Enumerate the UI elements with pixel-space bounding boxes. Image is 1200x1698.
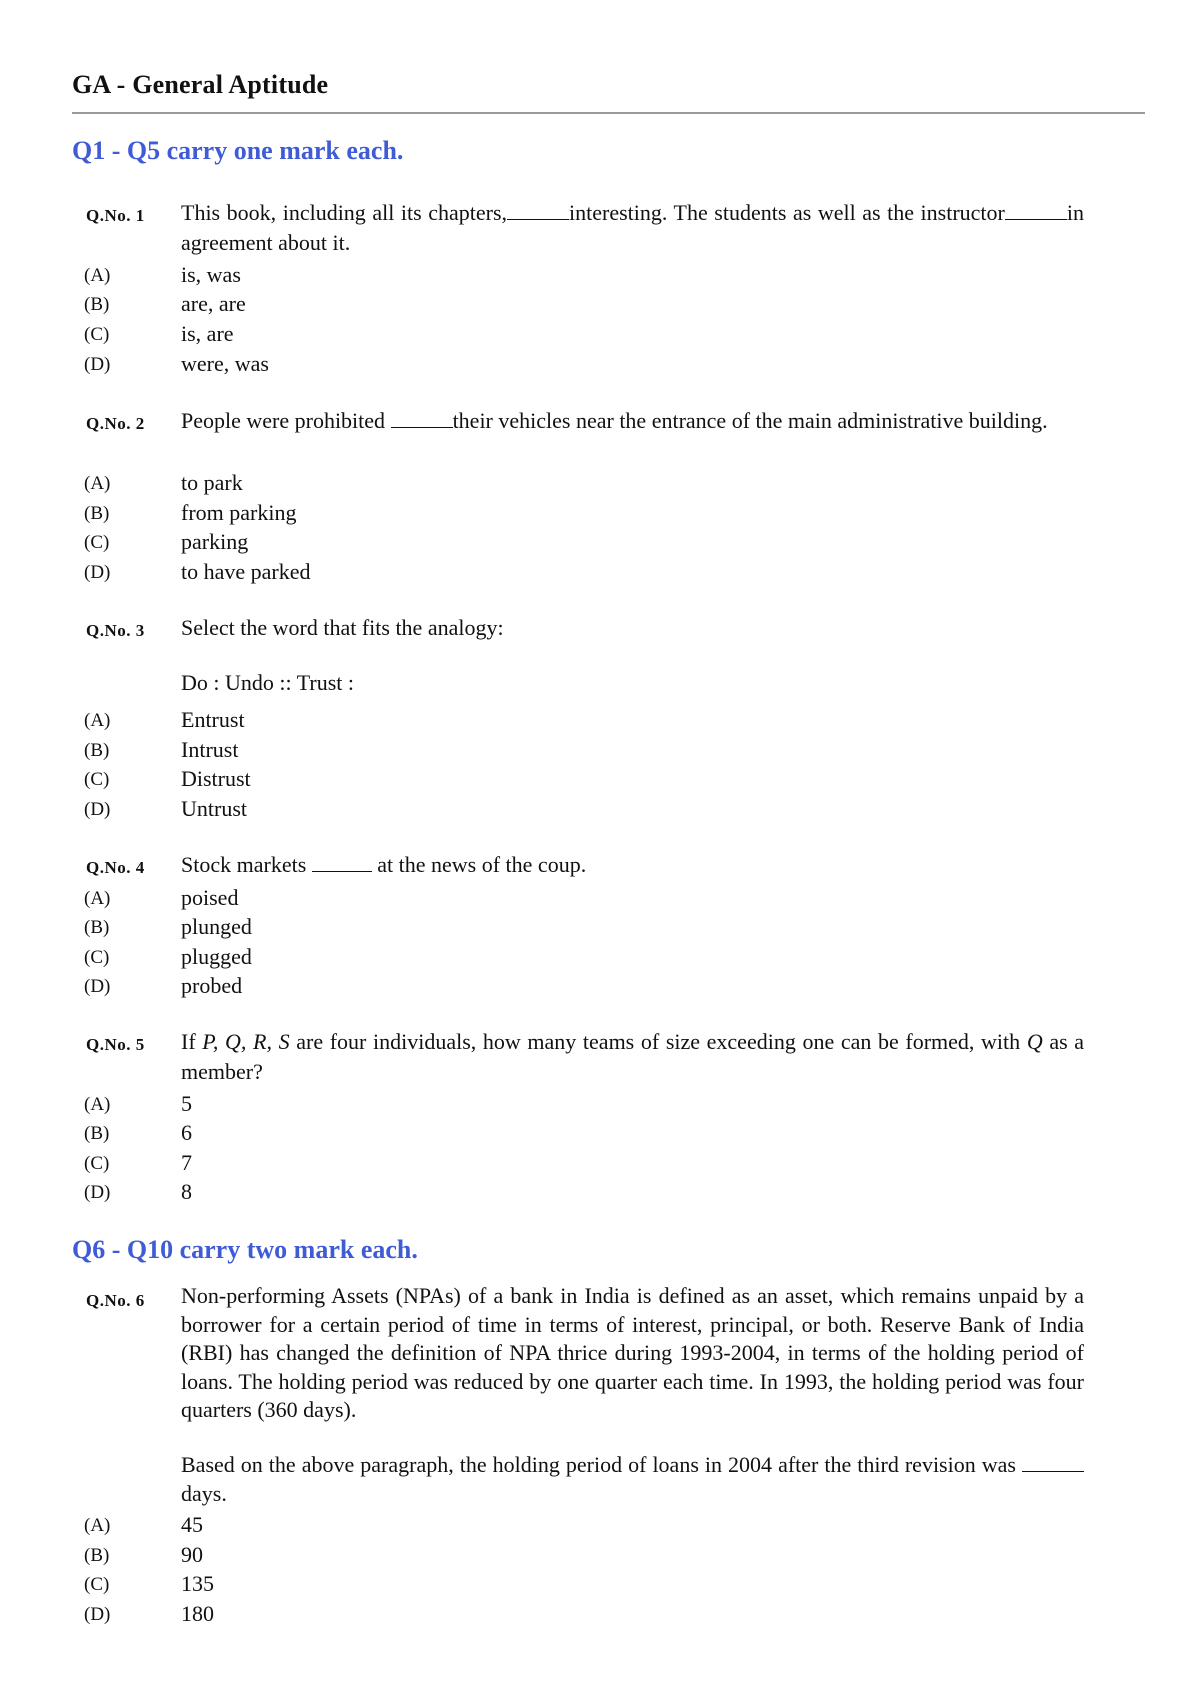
header-divider <box>72 112 1145 114</box>
option-text: plugged <box>181 944 252 969</box>
option-text: 45 <box>181 1512 203 1537</box>
question-text-part: Based on the above paragraph, the holding period of loans in 2004 after the third revision was <box>181 1452 1016 1477</box>
option-text: is, was <box>181 262 241 287</box>
option-label: (A) <box>84 1094 111 1115</box>
option-label: (C) <box>84 324 110 345</box>
option-text: 8 <box>181 1179 192 1204</box>
question-6-text <box>181 1451 1084 1508</box>
option-label: (B) <box>84 917 110 938</box>
option-text: poised <box>181 885 239 910</box>
option-text: Distrust <box>181 766 251 791</box>
option-label: (B) <box>84 503 110 524</box>
answer-blank <box>312 853 372 872</box>
question-number: Q.No. 5 <box>86 1035 145 1054</box>
option-label: (B) <box>84 1123 110 1144</box>
option-text: Entrust <box>181 707 245 732</box>
option-label: (A) <box>84 710 111 731</box>
question-text-part: at the news of the coup. <box>377 852 587 877</box>
option-text: are, are <box>181 291 246 316</box>
option-label: (D) <box>84 799 111 820</box>
option-label: (D) <box>84 976 111 997</box>
question-text-part: days. <box>181 1480 227 1506</box>
option-text: 135 <box>181 1571 214 1596</box>
question-6-paragraph: Non-performing Assets (NPAs) of a bank in India is defined as an asset, which remains unpaid by a borrower for a certain period of time in terms of interest, principal, or both. Reserve Bank of India (RBI) has changed the definition of NPA thrice during 1993-2004, in terms of the holding period of loans. The holding period was reduced by one quarter each time. In 1993, the holding period was four quarters (360 days). <box>181 1283 1084 1422</box>
answer-blank <box>391 409 453 428</box>
option-text: Intrust <box>181 737 239 762</box>
question-text-part: Stock markets <box>181 852 307 877</box>
question-2-text <box>181 406 1084 436</box>
question-text-part: interesting. The students as well as the instructor <box>569 200 1005 225</box>
option-label: (D) <box>84 562 111 583</box>
option-label: (C) <box>84 1574 110 1595</box>
analogy-text: Do : Undo :: Trust : <box>181 670 354 695</box>
question-text-part: This book, including all its chapters, <box>181 200 508 225</box>
question-number: Q.No. 4 <box>86 858 145 877</box>
question-number: Q.No. 3 <box>86 621 145 640</box>
option-text: were, was <box>181 351 269 376</box>
option-label: (B) <box>84 294 110 315</box>
option-label: (C) <box>84 532 110 553</box>
option-text: 7 <box>181 1150 192 1175</box>
question-number: Q.No. 6 <box>86 1291 145 1310</box>
option-text: 180 <box>181 1601 214 1626</box>
option-label: (D) <box>84 1182 111 1203</box>
question-4-text <box>181 850 1084 880</box>
option-label: (A) <box>84 888 111 909</box>
question-number: Q.No. 1 <box>86 206 145 225</box>
option-label: (B) <box>84 740 110 761</box>
option-text: 90 <box>181 1542 203 1567</box>
section-heading-one-mark: Q1 - Q5 carry one mark each. <box>72 136 404 165</box>
option-text: to have parked <box>181 559 311 584</box>
option-label: (D) <box>84 354 111 375</box>
section-heading-two-mark: Q6 - Q10 carry two mark each. <box>72 1235 418 1264</box>
question-number: Q.No. 2 <box>86 414 145 433</box>
option-label: (D) <box>84 1604 111 1625</box>
question-text-part: People were prohibited <box>181 408 386 433</box>
option-text: Untrust <box>181 796 247 821</box>
option-label: (A) <box>84 1515 111 1536</box>
option-label: (A) <box>84 473 111 494</box>
option-text: to park <box>181 470 243 495</box>
option-label: (C) <box>84 947 110 968</box>
option-text: 6 <box>181 1120 192 1145</box>
question-text-part: are four individuals, how many teams of size exceeding one can be formed, with <box>296 1029 1021 1054</box>
option-text: 5 <box>181 1091 192 1116</box>
question-1-text <box>181 198 1084 258</box>
answer-blank <box>1005 201 1067 220</box>
question-text-part: their vehicles near the entrance of the main administrative building. <box>452 408 1048 433</box>
option-text: is, are <box>181 321 234 346</box>
option-label: (C) <box>84 1153 110 1174</box>
question-text-part: as a member? <box>181 1029 1085 1084</box>
option-label: (C) <box>84 769 110 790</box>
option-text: probed <box>181 973 243 998</box>
option-text: plunged <box>181 914 252 939</box>
option-text: parking <box>181 529 249 554</box>
answer-blank <box>507 201 569 220</box>
math-variables: P, Q, R, S <box>202 1029 290 1054</box>
option-text: from parking <box>181 500 297 525</box>
option-label: (A) <box>84 265 111 286</box>
page-title: GA - General Aptitude <box>72 70 329 99</box>
question-text-part: in agreement about it. <box>181 200 1084 255</box>
math-variable: Q <box>1026 1029 1043 1054</box>
option-label: (B) <box>84 1545 110 1566</box>
question-3-text: Select the word that fits the analogy: <box>181 615 504 640</box>
question-5-text <box>181 1027 1084 1087</box>
answer-blank <box>1022 1453 1084 1472</box>
question-text-part: If <box>181 1029 196 1054</box>
